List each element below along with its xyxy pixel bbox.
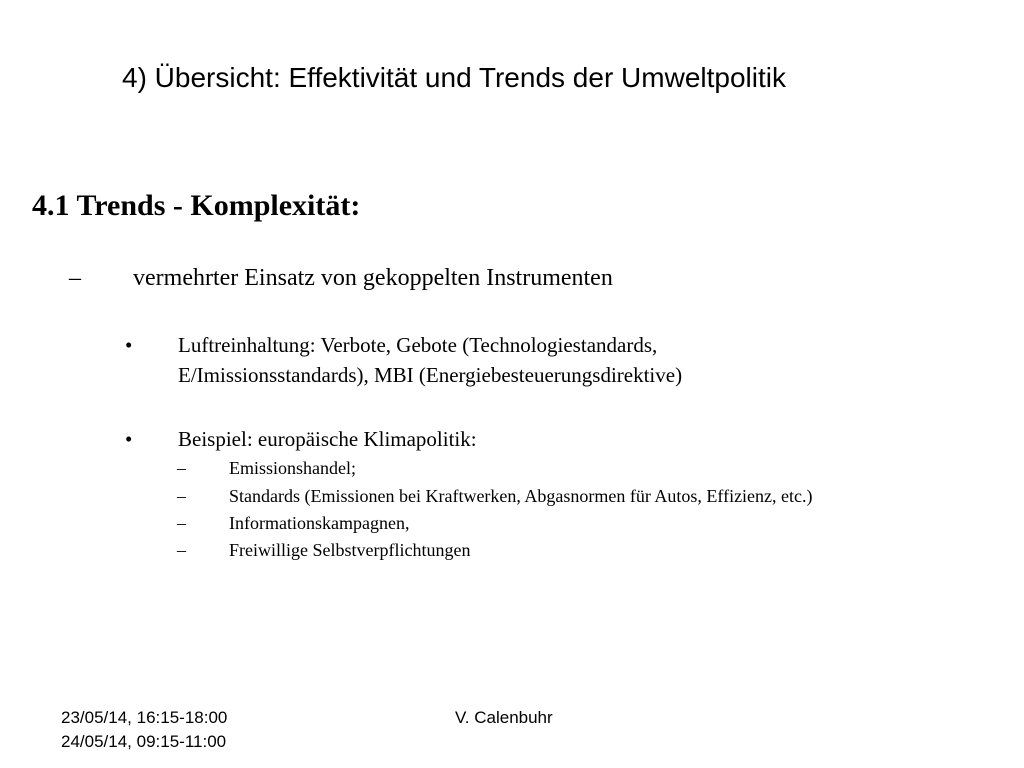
slide-title: 4) Übersicht: Effektivität und Trends der Umweltpolitik — [122, 62, 786, 93]
dash-marker: – — [177, 486, 186, 506]
bullet-marker: • — [125, 333, 133, 357]
footer-date-2: 24/05/14, 09:15-11:00 — [61, 732, 227, 751]
level1-item-text: vermehrter Einsatz von gekoppelten Instrumenten — [133, 265, 613, 291]
sub-item-text: Standards (Emissionen bei Kraftwerken, Abgasnormen für Autos, Effizienz, etc.) — [229, 486, 813, 506]
sub-item-text: Emissionshandel; — [229, 458, 356, 478]
footer-date-1: 23/05/14, 16:15-18:00 — [61, 708, 228, 727]
dash-marker: – — [177, 540, 186, 560]
dash-marker: – — [69, 265, 81, 291]
dash-marker: – — [177, 458, 186, 478]
bullet-line: Beispiel: europäische Klimapolitik: — [178, 427, 477, 451]
section-heading: 4.1 Trends - Komplexität: — [32, 189, 361, 222]
dash-marker: – — [177, 513, 186, 533]
bullet-marker: • — [125, 427, 133, 451]
sub-item-text: Freiwillige Selbstverpflichtungen — [229, 540, 471, 560]
footer-author: V. Calenbuhr — [455, 708, 553, 727]
bullet-line: E/Imissionsstandards), MBI (Energiebesteuerungsdirektive) — [178, 363, 683, 387]
bullet-line: Luftreinhaltung: Verbote, Gebote (Technologiestandards, — [178, 333, 658, 357]
sub-item-text: Informationskampagnen, — [229, 513, 410, 533]
